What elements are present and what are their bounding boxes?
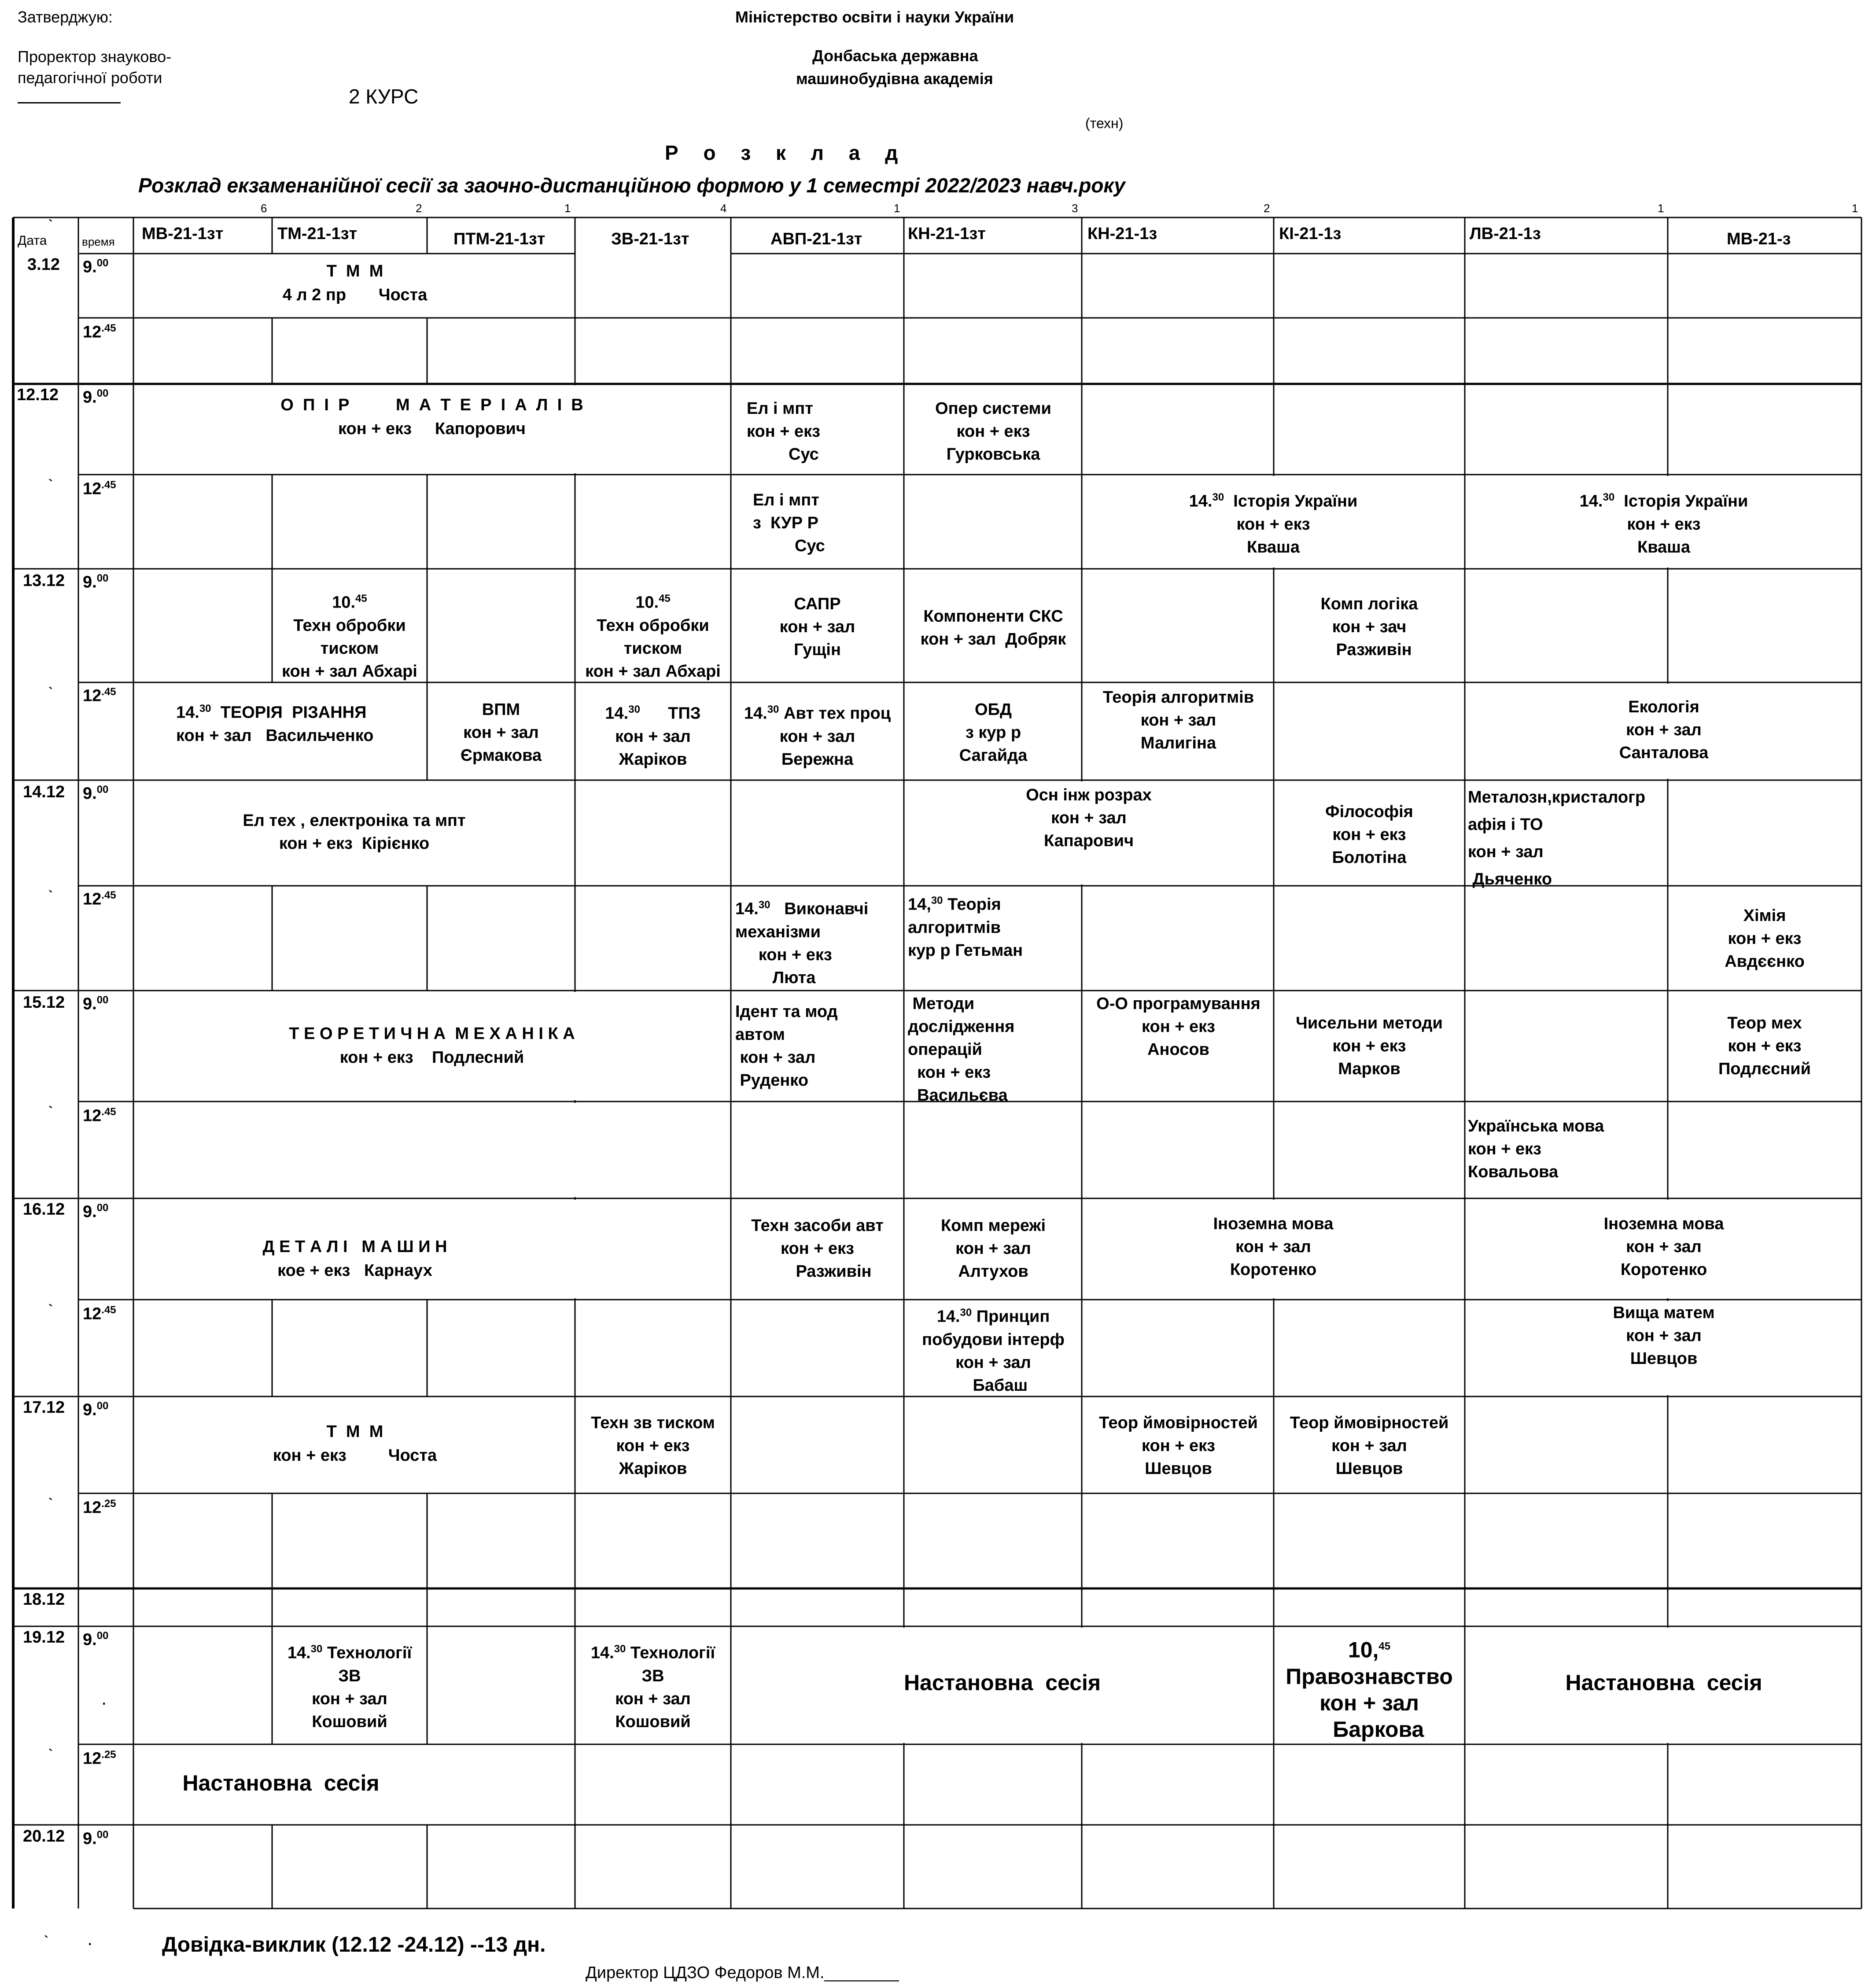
exam-ukrainian: Українська мова кон + екз Ковальова xyxy=(1468,1117,1604,1181)
footer-mark: . xyxy=(88,1934,92,1948)
time-cell: $12^{.45}$ xyxy=(83,1106,116,1125)
exam-theor-mech: Теор мех кон + екз Подлєсний xyxy=(1718,1014,1811,1078)
time-cell: 9.00 xyxy=(83,1400,109,1419)
column-count: 1 xyxy=(894,202,900,215)
director-signature: Директор ЦДЗО Федоров М.М.________ xyxy=(586,1964,899,1982)
time-mark: . xyxy=(102,1693,106,1708)
column-count: 1 xyxy=(1852,202,1858,215)
group-header-ptm-21-1zt: ПТМ-21-1зт xyxy=(453,230,545,248)
column-count: 2 xyxy=(1264,202,1270,215)
group-header-kn-21-1z: КН-21-1з xyxy=(1087,225,1157,243)
ministry-title: Міністерство освіти і науки України xyxy=(735,8,1014,26)
exam-tmm-detail: 4 л 2 пр Чоста xyxy=(282,286,428,304)
exam-higher-math: Вища матем кон + зал Шевцов xyxy=(1613,1304,1715,1368)
time-cell: $12^{.25}$ xyxy=(83,1498,116,1517)
time-cell: $12^{.45}$ xyxy=(83,889,116,909)
academy-name-line2: машинобудівна академія xyxy=(796,70,993,88)
exam-history-label: 14.30 Історія України кон + екз Кваша xyxy=(1189,491,1358,556)
time-cell: $12^{.45}$ xyxy=(83,322,116,342)
exam-tech-pressing: 10.45 Техн обробки тиском кон + зал Абхарі xyxy=(585,593,721,681)
exam-technologies-zv: 14.30 Технології ЗВ кон + зал Кошовий xyxy=(590,1643,715,1731)
exam-foreign-lang: Іноземна мова кон + зал Коротенко xyxy=(1213,1215,1334,1279)
exam-obd: ОБД з кур р Сагайда xyxy=(959,700,1028,765)
group-header-kn-21-1zt: КН-21-1зт xyxy=(908,225,986,243)
exam-opir-title: О П І Р М А Т Е Р І А Л І В xyxy=(280,396,583,414)
date-cell: 18.12 xyxy=(23,1590,65,1609)
date-mark: ` xyxy=(48,1496,53,1511)
exam-theor-mech-title: Т Е О Р Е Т И Ч Н А М Е Х А Н І К А xyxy=(289,1024,575,1043)
group-header-zv-21-1zt: ЗВ-21-1зт xyxy=(611,230,689,248)
page-title: Р о з к л а д xyxy=(665,141,908,164)
exam-vykonavchi: 14.30 Виконавчі механізми кон + екз Люта xyxy=(735,899,869,987)
exam-methods-research: Методи дослідження операцій кон + екз Васильєва xyxy=(908,995,1015,1105)
time-cell: 9.00 xyxy=(83,784,109,803)
exam-tech-pressing: 10.45 Техн обробки тиском кон + зал Абхарі xyxy=(282,593,417,681)
group-header-ki-21-1z: КІ-21-1з xyxy=(1279,225,1342,243)
exam-osn-inzh: Осн інж розрах кон + зал Капарович xyxy=(1026,786,1152,850)
academy-name-line1: Донбаська державна xyxy=(812,47,978,65)
exam-ecology: Екологія кон + зал Санталова xyxy=(1619,698,1709,762)
group-header-mv-21-1zt: МВ-21-1зт xyxy=(142,225,224,243)
exam-comp-networks: Комп мережі кон + зал Алтухов xyxy=(940,1216,1046,1281)
date-cell: 12.12 xyxy=(17,386,59,404)
date-mark: ` xyxy=(48,1747,53,1761)
date-mark: ` xyxy=(48,1302,53,1317)
exam-vpm: ВПМ кон + зал Єрмакова xyxy=(460,700,542,765)
tech-note: (техн) xyxy=(1085,115,1124,131)
exam-probability: Теор ймовірностей кон + екз Шевцов xyxy=(1099,1414,1258,1478)
exam-theory-alg-kur: 14,30 Теорія алгоритмів кур р Гетьман xyxy=(908,895,1023,960)
time-cell: $12^{.25}$ xyxy=(83,1749,116,1768)
date-mark: ` xyxy=(48,685,53,700)
exam-interface-principles: 14.30 Принцип побудови інтерф кон + зал Бабаш xyxy=(922,1307,1065,1395)
exam-probability: Теор ймовірностей кон + зал Шевцов xyxy=(1290,1414,1449,1478)
time-cell: 9.00 xyxy=(83,994,109,1013)
exam-machine-parts-detail: кое + екз Карнаух xyxy=(277,1261,432,1280)
date-cell: 16.12 xyxy=(23,1200,65,1219)
date-cell: 13.12 xyxy=(23,571,65,590)
exam-philosophy: Філософія кон + екз Болотіна xyxy=(1325,803,1413,867)
exam-tmm-title: Т М М xyxy=(326,262,383,280)
exam-tech-zv-pressing: Техн зв тиском кон + екз Жаріков xyxy=(591,1414,715,1478)
date-mark: ` xyxy=(48,888,53,903)
date-column-header: Дата xyxy=(18,233,47,248)
exam-tpz: 14.30 ТПЗ кон + зал Жаріков xyxy=(605,704,701,769)
time-cell: 9.00 xyxy=(83,257,109,276)
date-cell: 14.12 xyxy=(23,783,65,801)
column-count: 3 xyxy=(1072,202,1078,215)
orientation-session: Настановна сесія xyxy=(903,1670,1101,1695)
exam-metallurgy: Металозн,кристалогр афія і ТО кон + зал Дьяченко xyxy=(1468,788,1646,888)
exam-foreign-lang: Іноземна мова кон + зал Коротенко xyxy=(1603,1215,1724,1279)
footer-mark: ` xyxy=(44,1934,48,1948)
time-cell: 9.00 xyxy=(83,1202,109,1221)
exam-theory-algorithms: Теорія алгоритмів кон + зал Малигіна xyxy=(1102,688,1254,752)
exam-oop: О-О програмування кон + екз Аносов xyxy=(1096,995,1260,1059)
time-cell: 9.00 xyxy=(83,572,109,592)
exam-opir-detail: кон + екз Капорович xyxy=(338,420,526,438)
exam-tech-means: Техн засоби авт кон + екз Разживін xyxy=(751,1216,884,1281)
date-cell: 17.12 xyxy=(23,1398,65,1417)
exam-machine-parts-title: Д Е Т А Л І М А Ш И Н xyxy=(262,1238,447,1256)
date-mark: ` xyxy=(48,477,53,492)
exam-sapr: САПР кон + зал Гущін xyxy=(779,595,855,659)
date-cell: 3.12 xyxy=(27,255,60,274)
time-column-header: время xyxy=(82,235,115,248)
column-count: 1 xyxy=(564,202,571,215)
exam-history-label: 14.30 Історія України кон + екз Кваша xyxy=(1579,491,1748,556)
exam-technologies-zv: 14.30 Технології ЗВ кон + зал Кошовий xyxy=(287,1643,412,1731)
group-header-tm-21-1zt: ТМ-21-1зт xyxy=(277,225,358,243)
time-cell: $12^{.45}$ xyxy=(83,479,116,498)
exam-components-sks: Компоненти СКС кон + зал Добряк xyxy=(920,607,1066,648)
date-cell: 15.12 xyxy=(23,993,65,1012)
course-label: 2 КУРС xyxy=(349,85,419,108)
time-cell: 9.00 xyxy=(83,387,109,407)
exam-avt-tech-proc: 14.30 Авт тех проц кон + зал Бережна xyxy=(744,704,891,769)
exam-el-mpt: Ел і мпт кон + екз Сус xyxy=(747,399,821,464)
column-count: 1 xyxy=(1658,202,1664,215)
orientation-session: Настановна сесія xyxy=(1565,1670,1762,1695)
prorector-label-line2: педагогічної роботи xyxy=(18,69,162,87)
time-cell: $12^{.45}$ xyxy=(83,1304,116,1323)
prorector-label-line1: Проректор знауково- xyxy=(18,48,172,66)
date-mark: ` xyxy=(48,1104,53,1119)
time-cell: $12^{.45}$ xyxy=(83,686,116,705)
exam-el-mpt-kur: Ел і мпт з КУР Р Сус xyxy=(753,491,825,555)
exam-theor-mech-detail: кон + екз Подлесний xyxy=(339,1048,524,1067)
orientation-session: Настановна сесія xyxy=(182,1771,380,1795)
page-subtitle: Розклад екзаменанійної сесії за заочно-дистанційною формою у 1 семестрі 2022/2023 навч.року xyxy=(138,174,1125,197)
time-cell: 9.00 xyxy=(83,1630,109,1649)
exam-el-tech: Ел тех , електроніка та мпт кон + екз Кірієнко xyxy=(243,811,466,853)
group-header-mv-21-z: МВ-21-з xyxy=(1727,230,1791,248)
column-count: 4 xyxy=(720,202,727,215)
column-count: 6 xyxy=(261,202,267,215)
exam-teoria-rizannya: 14.30 ТЕОРІЯ РІЗАННЯ кон + зал Васильченко xyxy=(176,703,374,745)
approve-label: Затверджую: xyxy=(18,8,113,26)
time-cell: 9.00 xyxy=(83,1829,109,1848)
header-mark: ` xyxy=(48,217,53,232)
exam-comp-logic: Комп логіка кон + зач Разживін xyxy=(1320,595,1418,659)
group-header-lv-21-1z: ЛВ-21-1з xyxy=(1470,225,1541,243)
exam-numerical-methods: Чисельни методи кон + екз Марков xyxy=(1296,1014,1443,1078)
column-count: 2 xyxy=(416,202,422,215)
exam-chemistry: Хімія кон + екз Авдєєнко xyxy=(1725,906,1805,971)
group-header-avp-21-1zt: АВП-21-1зт xyxy=(770,230,862,248)
date-cell: 20.12 xyxy=(23,1827,65,1846)
exam-law: 10,45 Правознавство кон + зал Баркова xyxy=(1286,1637,1453,1742)
exam-tmm-title: Т М М xyxy=(326,1422,383,1441)
exam-tmm-detail: кон + екз Чоста xyxy=(273,1446,437,1465)
dovidka-note: Довідка-виклик (12.12 -24.12) --13 дн. xyxy=(162,1933,546,1957)
merged-cell-mask xyxy=(135,1103,730,1197)
exam-oper-systems: Опер системи кон + екз Гурковська xyxy=(935,399,1051,464)
exam-ident-mod: Ідент та мод автом кон + зал Руденко xyxy=(735,1002,838,1090)
date-cell: 19.12 xyxy=(23,1628,65,1647)
